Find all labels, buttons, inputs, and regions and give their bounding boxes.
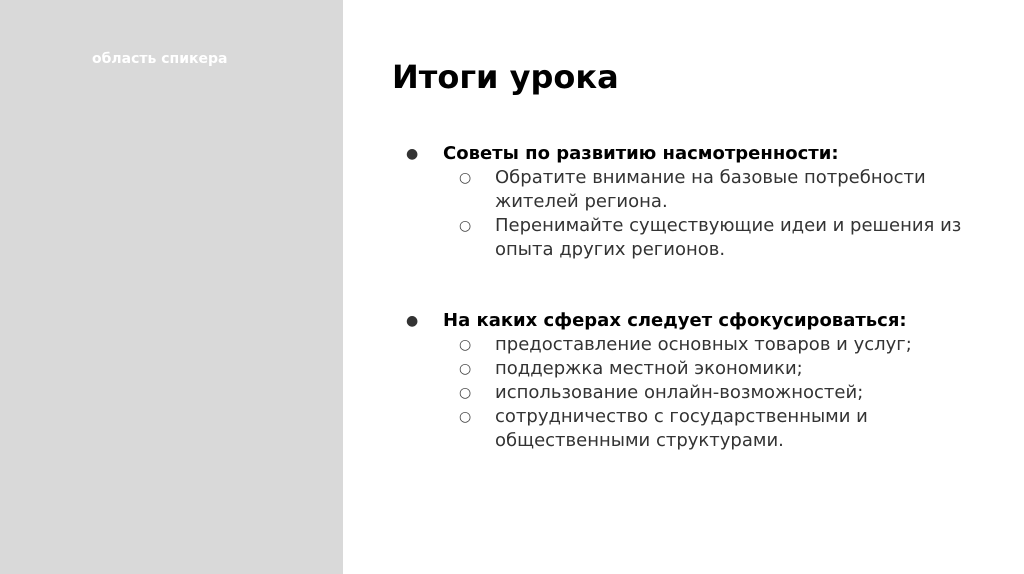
- list-item-text: использование онлайн-возможностей;: [495, 382, 864, 403]
- section-heading-row: [406, 143, 1006, 165]
- list-item-text: Обратите внимание на базовые потребности жителей региона.: [495, 167, 926, 212]
- bullet-icon: ●: [406, 313, 419, 329]
- list-item-text: сотрудничество с государственными и общественными структурами.: [495, 406, 868, 451]
- list-item: [406, 381, 1006, 405]
- speaker-area-label: область спикера: [92, 51, 228, 67]
- list-item-text: Перенимайте существующие идеи и решения из опыта других регионов.: [495, 215, 962, 260]
- summary-section-focus-areas: [406, 310, 1006, 453]
- list-item: [406, 405, 1006, 453]
- hollow-bullet-icon: ○: [459, 385, 472, 401]
- section-heading-row: [406, 310, 1006, 332]
- sub-list: [406, 333, 1006, 453]
- bullet-icon: ●: [406, 146, 419, 162]
- hollow-bullet-icon: ○: [459, 409, 472, 425]
- section-heading: Советы по развитию насмотренности:: [443, 143, 839, 164]
- list-item: [406, 166, 1006, 214]
- section-heading: На каких сферах следует сфокусироваться:: [443, 310, 907, 331]
- list-item: [406, 333, 1006, 357]
- hollow-bullet-icon: ○: [459, 218, 472, 234]
- hollow-bullet-icon: ○: [459, 361, 472, 377]
- list-item: [406, 214, 1006, 262]
- list-item: [406, 357, 1006, 381]
- hollow-bullet-icon: ○: [459, 337, 472, 353]
- hollow-bullet-icon: ○: [459, 170, 472, 186]
- summary-section-tips: [406, 143, 1006, 262]
- speaker-area-panel: [0, 0, 343, 574]
- sub-list: [406, 166, 1006, 262]
- list-item-text: предоставление основных товаров и услуг;: [495, 334, 912, 355]
- list-item-text: поддержка местной экономики;: [495, 358, 803, 379]
- slide-title: Итоги урока: [392, 58, 619, 96]
